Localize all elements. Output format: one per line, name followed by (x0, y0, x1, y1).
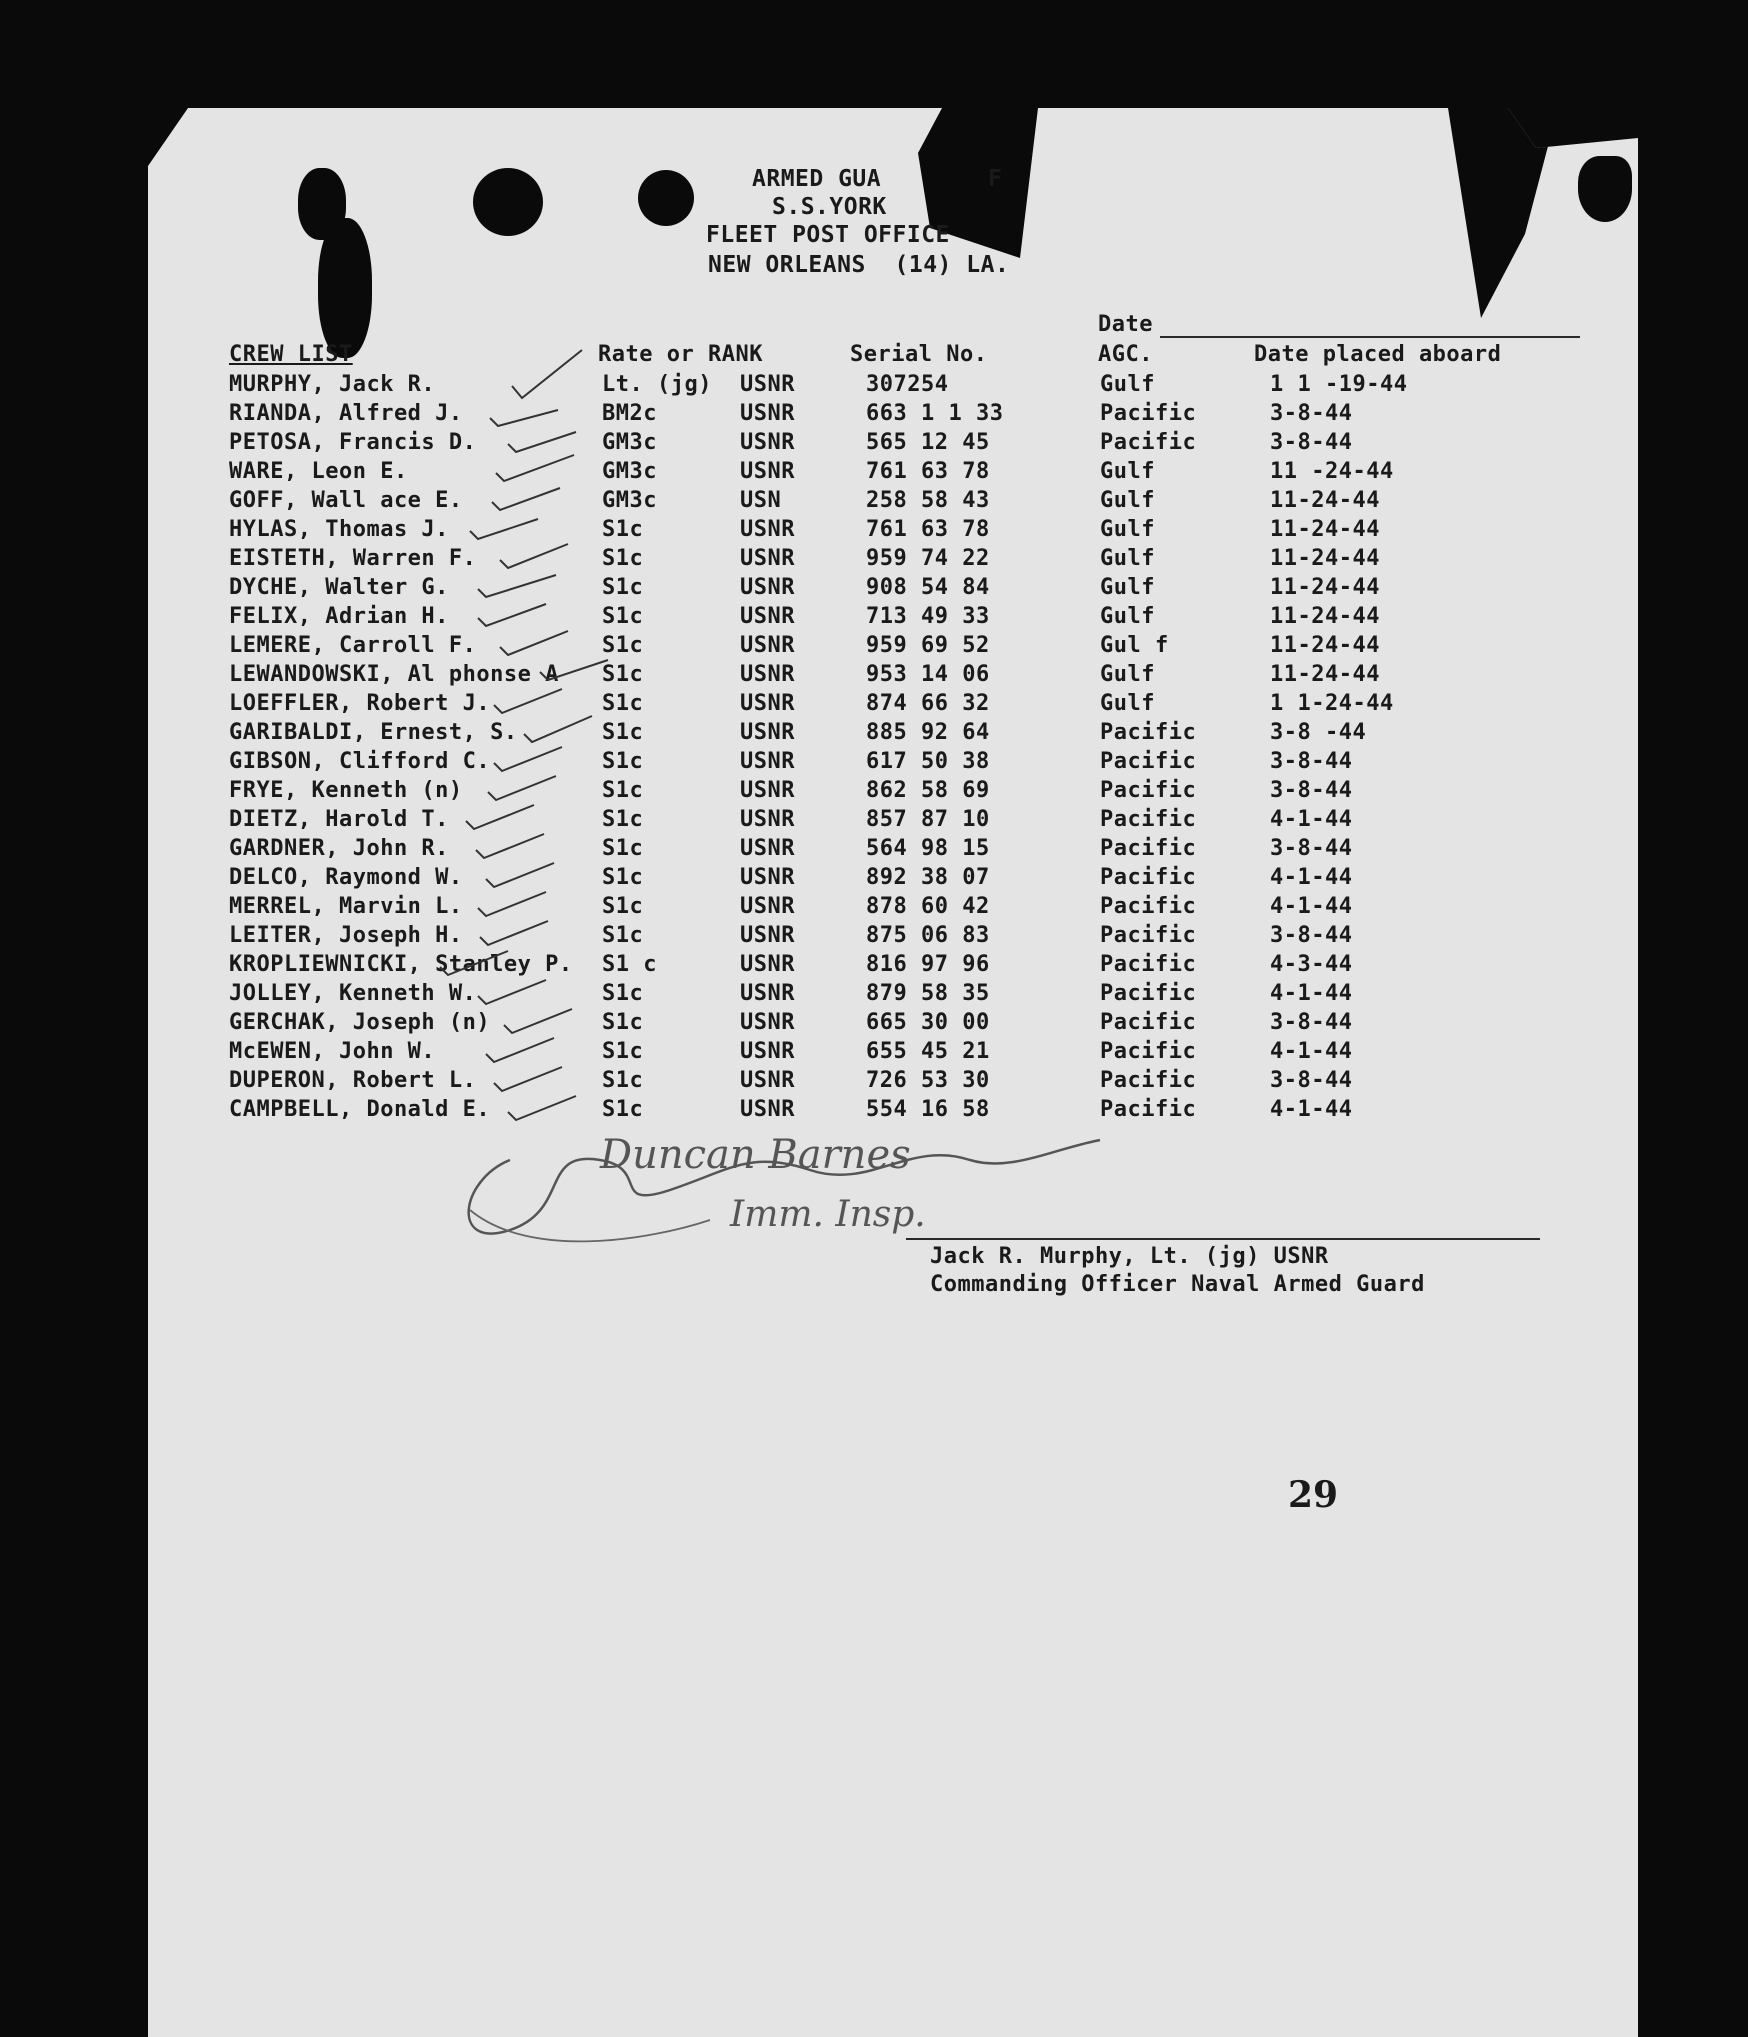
crew-serial: 816 97 96 (866, 952, 990, 977)
crew-date-placed: 3-8-44 (1270, 401, 1353, 426)
crew-name: DELCO, Raymond W. (229, 865, 463, 890)
crew-agc: Gulf (1100, 372, 1155, 397)
crew-date-placed: 1 1 -19-44 (1270, 372, 1408, 397)
crew-agc: Pacific (1100, 1068, 1197, 1093)
signatory-title: Commanding Officer Naval Armed Guard (930, 1272, 1425, 1297)
table-row (0, 720, 1748, 749)
torn-area (1448, 108, 1558, 318)
crew-serial: 761 63 78 (866, 459, 990, 484)
crew-branch: USNR (740, 981, 795, 1006)
crew-serial: 307254 (866, 372, 949, 397)
crew-serial: 892 38 07 (866, 865, 990, 890)
crew-date-placed: 11 -24-44 (1270, 459, 1394, 484)
crew-serial: 885 92 64 (866, 720, 990, 745)
crew-serial: 857 87 10 (866, 807, 990, 832)
crew-rate: S1c (602, 923, 644, 948)
crew-name: LOEFFLER, Robert J. (229, 691, 491, 716)
crew-name: WARE, Leon E. (229, 459, 408, 484)
crew-branch: USNR (740, 1010, 795, 1035)
table-row (0, 1010, 1748, 1039)
table-row (0, 952, 1748, 981)
crew-branch: USNR (740, 1039, 795, 1064)
crew-serial: 655 45 21 (866, 1039, 990, 1064)
crew-agc: Pacific (1100, 1010, 1197, 1035)
crew-name: DYCHE, Walter G. (229, 575, 449, 600)
crew-rate: BM2c (602, 401, 657, 426)
crew-date-placed: 4-3-44 (1270, 952, 1353, 977)
crew-date-placed: 3-8-44 (1270, 923, 1353, 948)
crew-agc: Pacific (1100, 430, 1197, 455)
crew-name: RIANDA, Alfred J. (229, 401, 463, 426)
table-row (0, 807, 1748, 836)
crew-serial: 258 58 43 (866, 488, 990, 513)
letterhead-line2: S.S.YORK (772, 194, 887, 220)
crew-rate: S1c (602, 836, 644, 861)
crew-name: JOLLEY, Kenneth W. (229, 981, 477, 1006)
crew-name: LEWANDOWSKI, Al phonse A (229, 662, 559, 687)
crew-date-placed: 3-8-44 (1270, 430, 1353, 455)
crew-name: McEWEN, John W. (229, 1039, 436, 1064)
crew-branch: USNR (740, 372, 795, 397)
crew-agc: Pacific (1100, 807, 1197, 832)
table-row (0, 401, 1748, 430)
crew-name: GERCHAK, Joseph (n) (229, 1010, 491, 1035)
signature-stroke (470, 1210, 710, 1241)
crew-date-placed: 11-24-44 (1270, 546, 1380, 571)
crew-agc: Pacific (1100, 894, 1197, 919)
crew-list-heading: CREW LIST (229, 342, 353, 367)
crew-agc: Pacific (1100, 952, 1197, 977)
crew-date-placed: 3-8-44 (1270, 749, 1353, 774)
crew-rate: S1c (602, 517, 644, 542)
crew-serial: 713 49 33 (866, 604, 990, 629)
letterhead-line1-tail: F (988, 166, 1003, 192)
table-row (0, 691, 1748, 720)
crew-name: FELIX, Adrian H. (229, 604, 449, 629)
rate-column-header: Rate or RANK (598, 342, 763, 367)
crew-serial: 617 50 38 (866, 749, 990, 774)
crew-serial: 862 58 69 (866, 778, 990, 803)
crew-branch: USNR (740, 1097, 795, 1122)
crew-branch: USNR (740, 401, 795, 426)
crew-serial: 665 30 00 (866, 1010, 990, 1035)
crew-date-placed: 4-1-44 (1270, 894, 1353, 919)
crew-rate: S1c (602, 778, 644, 803)
table-row (0, 662, 1748, 691)
agc-column-header: AGC. (1098, 342, 1153, 367)
crew-rate: S1c (602, 546, 644, 571)
crew-agc: Pacific (1100, 981, 1197, 1006)
crew-agc: Pacific (1100, 778, 1197, 803)
crew-branch: USNR (740, 662, 795, 687)
crew-rate: S1c (602, 865, 644, 890)
crew-serial: 908 54 84 (866, 575, 990, 600)
crew-serial: 878 60 42 (866, 894, 990, 919)
crew-name: EISTETH, Warren F. (229, 546, 477, 571)
crew-name: MERREL, Marvin L. (229, 894, 463, 919)
crew-branch: USNR (740, 836, 795, 861)
crew-rate: S1c (602, 1010, 644, 1035)
crew-date-placed: 4-1-44 (1270, 807, 1353, 832)
crew-date-placed: 3-8-44 (1270, 1010, 1353, 1035)
date-line (1160, 336, 1580, 338)
table-row (0, 575, 1748, 604)
crew-serial: 564 98 15 (866, 836, 990, 861)
table-row (0, 372, 1748, 401)
crew-rate: S1c (602, 604, 644, 629)
crew-branch: USNR (740, 546, 795, 571)
crew-branch: USNR (740, 691, 795, 716)
crew-branch: USNR (740, 778, 795, 803)
crew-agc: Pacific (1100, 401, 1197, 426)
table-row (0, 604, 1748, 633)
crew-serial: 959 69 52 (866, 633, 990, 658)
crew-agc: Gulf (1100, 575, 1155, 600)
crew-branch: USNR (740, 575, 795, 600)
crew-name: HYLAS, Thomas J. (229, 517, 449, 542)
crew-serial: 726 53 30 (866, 1068, 990, 1093)
letterhead-line4: NEW ORLEANS (14) LA. (708, 252, 1010, 278)
crew-agc: Gulf (1100, 488, 1155, 513)
crew-branch: USNR (740, 923, 795, 948)
crew-agc: Pacific (1100, 1039, 1197, 1064)
crew-name: LEITER, Joseph H. (229, 923, 463, 948)
crew-date-placed: 11-24-44 (1270, 633, 1380, 658)
table-row (0, 517, 1748, 546)
table-row (0, 981, 1748, 1010)
crew-name: FRYE, Kenneth (n) (229, 778, 463, 803)
crew-rate: S1c (602, 1068, 644, 1093)
crew-serial: 663 1 1 33 (866, 401, 1004, 426)
crew-agc: Pacific (1100, 836, 1197, 861)
crew-name: PETOSA, Francis D. (229, 430, 477, 455)
punch-hole (473, 168, 543, 236)
crew-date-placed: 11-24-44 (1270, 575, 1380, 600)
crew-date-placed: 11-24-44 (1270, 662, 1380, 687)
crew-date-placed: 3-8 -44 (1270, 720, 1367, 745)
table-row (0, 1039, 1748, 1068)
crew-branch: USNR (740, 1068, 795, 1093)
table-row (0, 488, 1748, 517)
table-row (0, 836, 1748, 865)
crew-rate: S1c (602, 749, 644, 774)
crew-branch: USNR (740, 430, 795, 455)
crew-agc: Gulf (1100, 691, 1155, 716)
table-row (0, 1068, 1748, 1097)
crew-agc: Gulf (1100, 517, 1155, 542)
crew-name: LEMERE, Carroll F. (229, 633, 477, 658)
table-row (0, 430, 1748, 459)
crew-rate: S1c (602, 1097, 644, 1122)
crew-branch: USNR (740, 807, 795, 832)
crew-name: DUPERON, Robert L. (229, 1068, 477, 1093)
crew-rate: GM3c (602, 459, 657, 484)
crew-rate: S1c (602, 575, 644, 600)
date-placed-column-header: Date placed aboard (1254, 342, 1502, 367)
crew-date-placed: 3-8-44 (1270, 1068, 1353, 1093)
letterhead-line1: ARMED GUA (752, 166, 882, 192)
crew-branch: USNR (740, 604, 795, 629)
crew-serial: 875 06 83 (866, 923, 990, 948)
crew-date-placed: 11-24-44 (1270, 604, 1380, 629)
crew-branch: USN (740, 488, 782, 513)
crew-branch: USNR (740, 459, 795, 484)
crew-agc: Pacific (1100, 749, 1197, 774)
crew-serial: 953 14 06 (866, 662, 990, 687)
crew-name: CAMPBELL, Donald E. (229, 1097, 491, 1122)
punch-hole (298, 168, 346, 240)
crew-name: GARIBALDI, Ernest, S. (229, 720, 518, 745)
crew-date-placed: 3-8-44 (1270, 836, 1353, 861)
crew-serial: 761 63 78 (866, 517, 990, 542)
crew-name: GIBSON, Clifford C. (229, 749, 491, 774)
crew-rate: S1c (602, 691, 644, 716)
crew-rate: GM3c (602, 430, 657, 455)
crew-agc: Pacific (1100, 865, 1197, 890)
crew-rate: S1 c (602, 952, 657, 977)
crew-rate: S1c (602, 807, 644, 832)
table-row (0, 923, 1748, 952)
crew-name: KROPLIEWNICKI, Stanley P. (229, 952, 573, 977)
crew-agc: Gulf (1100, 604, 1155, 629)
handwritten-title: Imm. Insp. (730, 1194, 926, 1235)
signatory-name: Jack R. Murphy, Lt. (jg) USNR (930, 1244, 1329, 1269)
crew-agc: Gul f (1100, 633, 1169, 658)
crew-branch: USNR (740, 749, 795, 774)
table-row (0, 894, 1748, 923)
crew-date-placed: 11-24-44 (1270, 517, 1380, 542)
crew-name: GOFF, Wall ace E. (229, 488, 463, 513)
punch-hole (638, 170, 694, 226)
crew-branch: USNR (740, 952, 795, 977)
punch-hole (1578, 156, 1632, 222)
crew-agc: Gulf (1100, 459, 1155, 484)
crew-branch: USNR (740, 633, 795, 658)
crew-rate: S1c (602, 1039, 644, 1064)
crew-date-placed: 4-1-44 (1270, 865, 1353, 890)
table-row (0, 633, 1748, 662)
crew-serial: 565 12 45 (866, 430, 990, 455)
crew-name: MURPHY, Jack R. (229, 372, 436, 397)
crew-date-placed: 4-1-44 (1270, 1097, 1353, 1122)
crew-date-placed: 4-1-44 (1270, 981, 1353, 1006)
date-label: Date (1098, 312, 1153, 337)
crew-branch: USNR (740, 720, 795, 745)
crew-date-placed: 4-1-44 (1270, 1039, 1353, 1064)
crew-rate: S1c (602, 633, 644, 658)
crew-date-placed: 1 1-24-44 (1270, 691, 1394, 716)
crew-serial: 879 58 35 (866, 981, 990, 1006)
page-number: 29 (1288, 1474, 1339, 1516)
handwritten-name: Duncan Barnes (600, 1132, 911, 1178)
crew-rate: S1c (602, 894, 644, 919)
crew-agc: Gulf (1100, 662, 1155, 687)
crew-rate: GM3c (602, 488, 657, 513)
crew-agc: Gulf (1100, 546, 1155, 571)
crew-serial: 554 16 58 (866, 1097, 990, 1122)
table-row (0, 546, 1748, 575)
crew-rate: S1c (602, 720, 644, 745)
crew-agc: Pacific (1100, 923, 1197, 948)
table-row (0, 459, 1748, 488)
crew-date-placed: 11-24-44 (1270, 488, 1380, 513)
table-row (0, 865, 1748, 894)
crew-rate: Lt. (jg) (602, 372, 712, 397)
crew-branch: USNR (740, 865, 795, 890)
crew-serial: 959 74 22 (866, 546, 990, 571)
serial-column-header: Serial No. (850, 342, 988, 367)
crew-agc: Pacific (1100, 1097, 1197, 1122)
table-row (0, 749, 1748, 778)
crew-branch: USNR (740, 894, 795, 919)
crew-branch: USNR (740, 517, 795, 542)
crew-rate: S1c (602, 981, 644, 1006)
table-row (0, 778, 1748, 807)
crew-serial: 874 66 32 (866, 691, 990, 716)
signature-line (906, 1238, 1540, 1240)
crew-rate: S1c (602, 662, 644, 687)
crew-agc: Pacific (1100, 720, 1197, 745)
crew-name: GARDNER, John R. (229, 836, 449, 861)
crew-name: DIETZ, Harold T. (229, 807, 449, 832)
letterhead-line3: FLEET POST OFFICE (706, 222, 950, 248)
crew-date-placed: 3-8-44 (1270, 778, 1353, 803)
